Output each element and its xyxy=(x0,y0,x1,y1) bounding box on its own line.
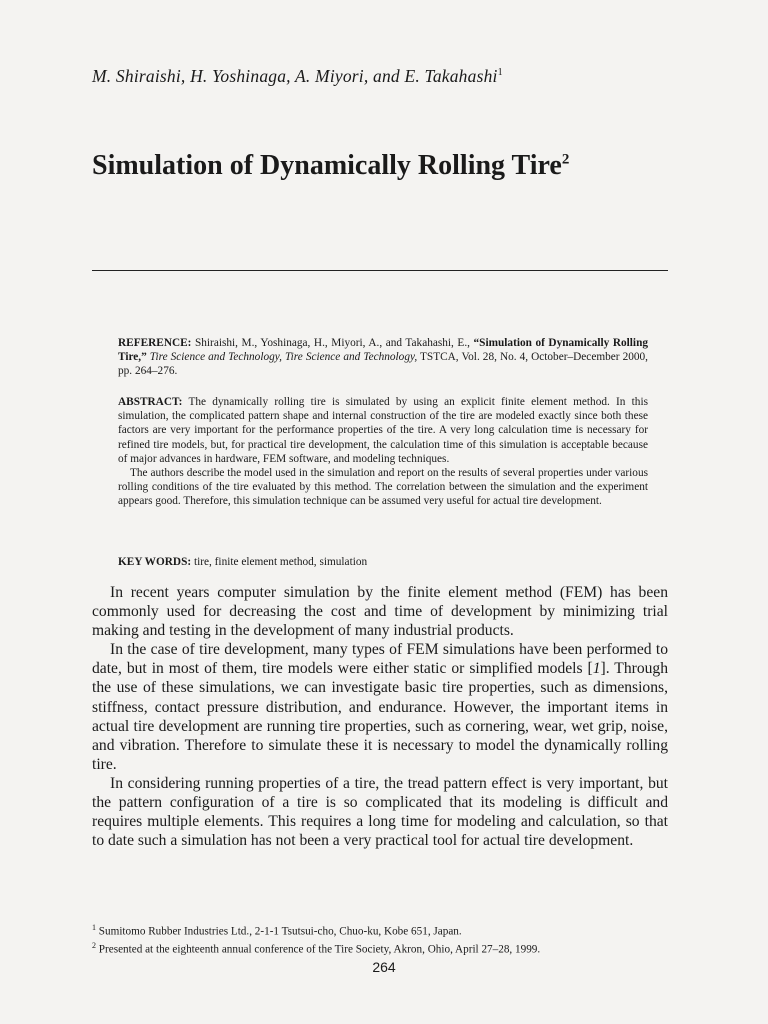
reference-label: REFERENCE: xyxy=(118,337,192,349)
body-paragraph-2-a: In the case of tire development, many types of FEM simulations have been performed to date, but in most of them, tire models were either static or simplified models [ xyxy=(92,641,668,678)
keywords-block xyxy=(118,555,648,569)
title-text: Simulation of Dynamically Rolling Tire xyxy=(92,150,562,181)
author-list xyxy=(92,66,503,87)
footnote-2-mark: 2 xyxy=(92,940,96,950)
body-text xyxy=(92,583,668,850)
reference-text-b: TSTCA, Vol. 28, No. 4, October–December 2000, pp. 264–276. xyxy=(118,351,648,378)
abstract-label: ABSTRACT: xyxy=(118,396,183,408)
citation-ref[interactable]: 1 xyxy=(592,660,601,678)
keywords-label: KEY WORDS: xyxy=(118,556,192,568)
body-paragraph-3: In considering running properties of a tire, the tread pattern effect is very important, but the pattern configuration of a tire is so complicated that its modeling is difficult and requires multiple elements. This requires a long time for modeling and calculation, so that to date such a simulation has not been a very practical tool for actual tire development. xyxy=(92,774,668,850)
footnotes xyxy=(92,921,682,956)
body-paragraph-2 xyxy=(92,640,668,774)
page-number: 264 xyxy=(372,959,396,975)
footnote-1 xyxy=(92,921,682,939)
abstract-text-1: The dynamically rolling tire is simulated by using an explicit finite element method. In this simulation, the complicated pattern shape and internal construction of the tire are modeled exactly since both these factors are very important for the performance properties of the tire. A very long calculation time is necessary for refined tire models, but, for practical tire development, the calculation time of this simulation is acceptable because of major advances in hardware, FEM software, and modeling techniques. xyxy=(118,396,648,465)
body-paragraph-1: In recent years computer simulation by the finite element method (FEM) has been commonly used for decreasing the cost and time of development by minimizing trial making and testing in the development of many industrial products. xyxy=(92,584,668,640)
title-footnote-mark: 2 xyxy=(561,151,570,168)
reference-block xyxy=(118,336,648,379)
footnote-1-mark: 1 xyxy=(92,923,96,932)
reference-article-title: “Simulation of Dynamically Rolling Tire,” xyxy=(118,337,649,364)
paper-title xyxy=(92,150,569,182)
footnote-2-text: Presented at the eighteenth annual conference of the Tire Society, Akron, Ohio, April 27–28, 1999. xyxy=(96,943,541,956)
reference-text-a: Shiraishi, M., Yoshinaga, H., Miyori, A., and Takahashi, E., xyxy=(191,337,474,349)
authors-footnote-mark: 1 xyxy=(497,67,503,79)
abstract-paragraph-1 xyxy=(118,395,648,466)
keywords-text: tire, finite element method, simulation xyxy=(191,556,368,568)
footnote-2 xyxy=(92,939,682,957)
body-paragraph-2-b: ]. Through the use of these simulations, we can investigate basic tire properties, such as dimensions, stiffness, contact pressure distribution, and endurance. However, the important items in actual tire development are running tire properties, such as cornering, wear, wet grip, noise, and vibration. Therefore to simulate these it is necessary to model the dynamically rolling tire. xyxy=(92,660,669,773)
title-rule xyxy=(92,270,668,271)
reference-journal: Tire Science and Technology, Tire Science and Technology, xyxy=(146,351,418,364)
abstract-block xyxy=(118,395,648,509)
abstract-paragraph-2: The authors describe the model used in the simulation and report on the results of several properties under various rolling conditions of the tire evaluated by this method. The correlation between the simulation and the experiment appears good. Therefore, this simulation technique can be assumed very useful for actual tire development. xyxy=(118,467,648,508)
authors-text: M. Shiraishi, H. Yoshinaga, A. Miyori, and E. Takahashi xyxy=(92,66,498,86)
footnote-1-text: Sumitomo Rubber Industries Ltd., 2-1-1 Tsutsui-cho, Chuo-ku, Kobe 651, Japan. xyxy=(96,925,462,938)
